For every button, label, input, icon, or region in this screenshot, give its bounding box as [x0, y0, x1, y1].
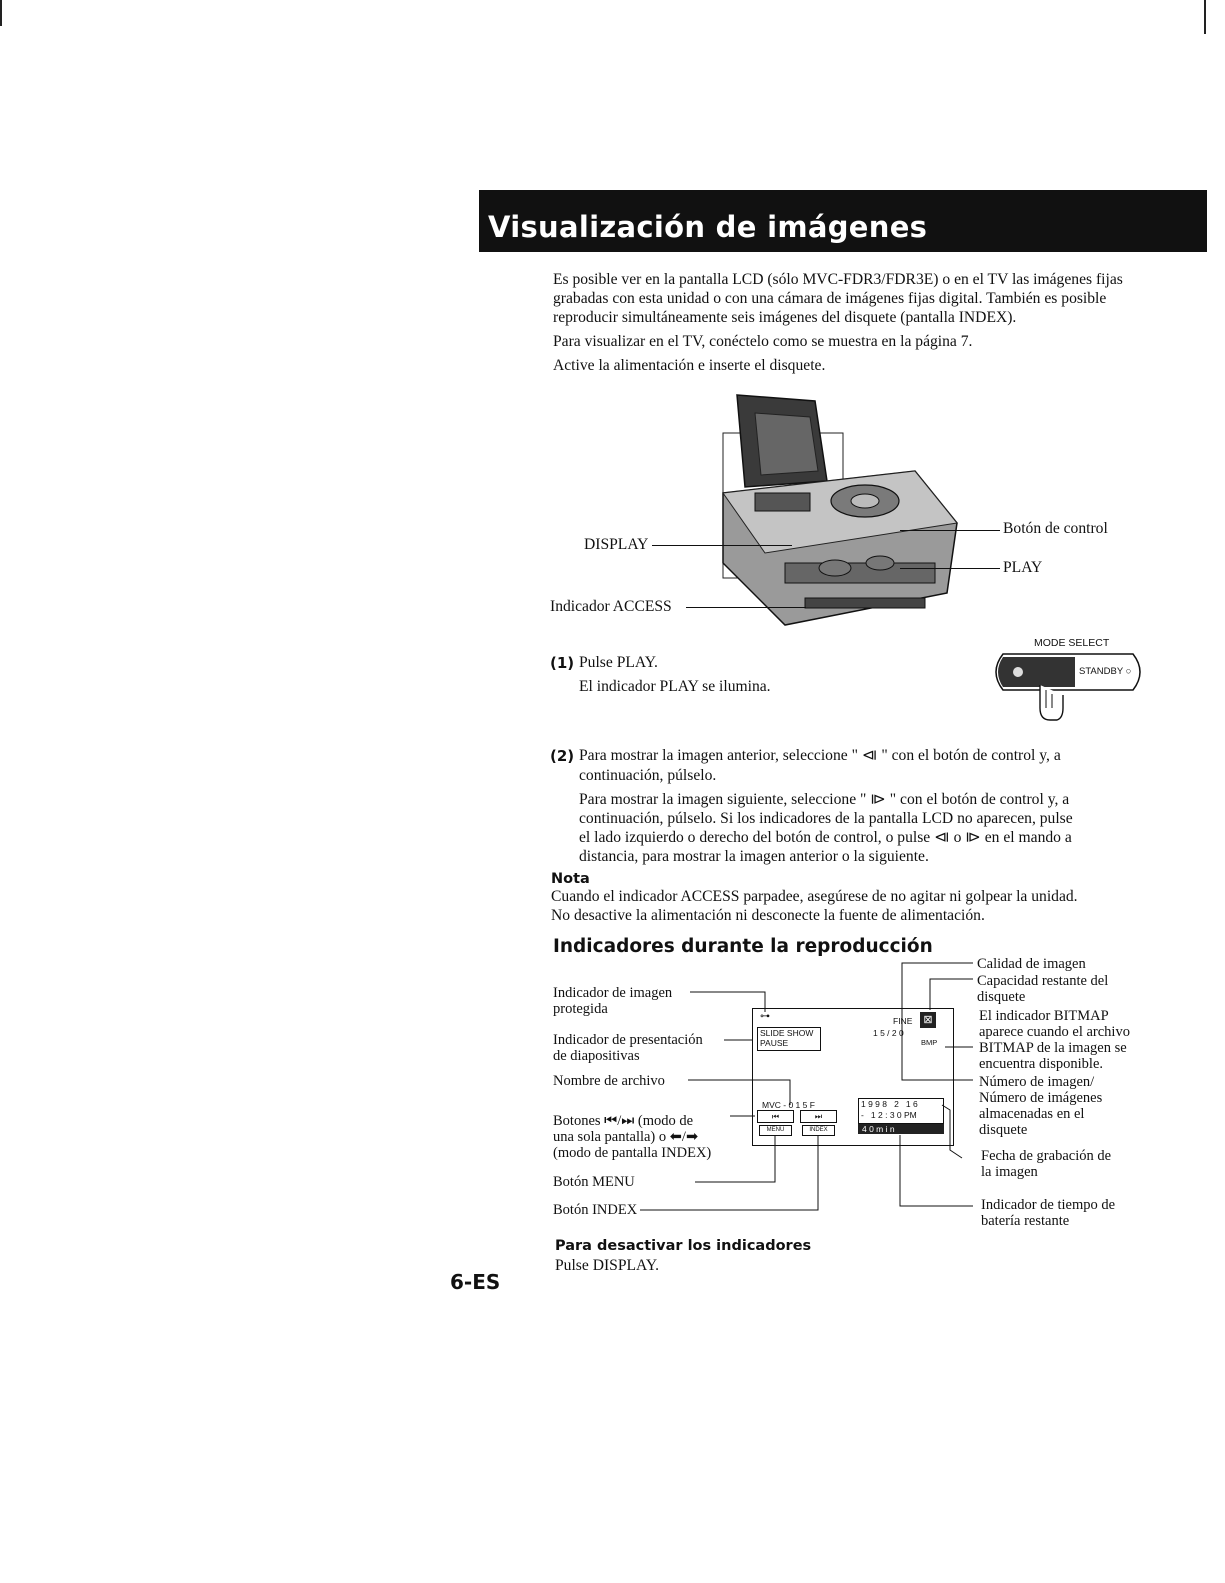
filename-label: Nombre de archivo	[553, 1073, 665, 1089]
battery-label	[981, 1197, 1115, 1229]
label-line: (modo de pantalla INDEX)	[553, 1145, 712, 1161]
label-line: de diapositivas	[553, 1048, 640, 1064]
control-button-label: Botón de control	[1003, 520, 1108, 537]
display-label: DISPLAY	[584, 536, 649, 553]
image-counter: 1 5 / 2 0	[873, 1028, 904, 1038]
file-name: MVC - 0 1 5 F	[762, 1100, 815, 1110]
play-label: PLAY	[1003, 559, 1043, 576]
indicators-heading: Indicadores durante la reproducción	[553, 936, 933, 957]
prev-button-icon[interactable]: ⏮	[757, 1110, 794, 1123]
label-line: Indicador de tiempo de	[981, 1197, 1116, 1213]
quality-label: Calidad de imagen	[977, 956, 1086, 972]
slide-show-text: SLIDE SHOW	[760, 1028, 814, 1038]
label-line: una sola pantalla) o ⬅/➡	[553, 1129, 699, 1145]
intro-paragraph: Es posible ver en la pantalla LCD (sólo MVC-FDR3/FDR3E) o en el TV las imágenes fijas grabadas con esta unidad o con una cámara de imágenes fijas digital. También es posible reproducir simultáneamente seis imágenes del disquete (pantalla INDEX).	[553, 271, 1123, 326]
leader-line	[652, 545, 792, 546]
label-line: Indicador de presentación	[553, 1032, 703, 1048]
label-line: Botones ⏮/⏭ (modo de	[553, 1113, 694, 1129]
intro-paragraph: Para visualizar en el TV, conéctelo como se muestra en la página 7.	[553, 333, 973, 350]
label-line: Número de imagen/	[979, 1074, 1095, 1090]
bmp-indicator: BMP	[921, 1038, 938, 1047]
bitmap-label	[979, 1008, 1130, 1072]
index-button-label: Botón INDEX	[553, 1202, 638, 1218]
date-text: 1 9 9 8 2 1 6	[861, 1099, 918, 1109]
image-number-label	[979, 1074, 1102, 1138]
battery-time-indicator: 4 0 m i n	[858, 1124, 944, 1134]
label-line: Capacidad restante del	[977, 973, 1109, 989]
indicator-leader-lines	[540, 950, 990, 1220]
next-button-icon[interactable]: ⏭	[800, 1110, 837, 1123]
access-label: Indicador ACCESS	[550, 598, 672, 615]
label-line: encuentra disponible.	[979, 1056, 1104, 1072]
leader-line	[686, 607, 806, 608]
label-line: disquete	[977, 989, 1026, 1005]
step-text: continuación, púlselo. Si los indicadores de la pantalla LCD no aparecen, pulse	[579, 810, 1073, 827]
index-button[interactable]: INDEX	[802, 1125, 835, 1136]
intro-paragraph: Active la alimentación e inserte el disquete.	[553, 357, 826, 374]
step-number: (2)	[550, 747, 575, 765]
recording-date-label	[981, 1148, 1111, 1180]
label-line: protegida	[553, 1001, 608, 1017]
deactivate-text: Pulse DISPLAY.	[555, 1257, 659, 1274]
note-text: Cuando el indicador ACCESS parpadee, asegúrese de no agitar ni golpear la unidad.	[551, 888, 1078, 905]
label-line: BITMAP de la imagen se	[979, 1040, 1127, 1056]
menu-button-label: Botón MENU	[553, 1174, 635, 1190]
step-number: (1)	[550, 654, 575, 672]
disk-capacity-icon: ⊠	[920, 1012, 936, 1028]
page-number: 6-ES	[450, 1270, 501, 1294]
deactivate-heading: Para desactivar los indicadores	[555, 1238, 812, 1254]
step-text: continuación, púlselo.	[579, 767, 717, 784]
time-text: - 1 2 : 3 0 PM	[861, 1110, 917, 1120]
protect-key-icon: ⊶	[760, 1011, 770, 1022]
leader-line	[900, 530, 1000, 531]
label-line: la imagen	[981, 1164, 1038, 1180]
label-line: almacenadas en el	[979, 1106, 1085, 1122]
step-subtext: El indicador PLAY se ilumina.	[579, 678, 771, 695]
label-line: El indicador BITMAP	[979, 1008, 1109, 1024]
mode-select-label: MODE SELECT	[1034, 637, 1110, 649]
step-text: Para mostrar la imagen anterior, seleccione " ⧏ " con el botón de control y, a	[579, 747, 1061, 764]
standby-circle-icon: ○	[1125, 666, 1132, 677]
page-edge-left	[0, 0, 2, 26]
label-line: Número de imágenes	[979, 1090, 1103, 1106]
step-text: Pulse PLAY.	[579, 654, 658, 671]
mode-select-switch[interactable]	[985, 650, 1150, 735]
capacity-label	[977, 973, 1108, 1005]
intro	[553, 270, 1173, 380]
step-text: Para mostrar la imagen siguiente, seleccione " ⧐ " con el botón de control y, a	[579, 791, 1070, 808]
step-text: distancia, para mostrar la imagen anterior o la siguiente.	[579, 848, 929, 865]
note-text: No desactive la alimentación ni desconecte la fuente de alimentación.	[551, 907, 985, 924]
camera-device-illustration	[715, 393, 965, 638]
quality-fine: FINE	[893, 1016, 913, 1026]
label-line: aparece cuando el archivo	[979, 1024, 1130, 1040]
page-edge-right	[1204, 0, 1206, 34]
label-line: Fecha de grabación de	[981, 1148, 1112, 1164]
page-title: Visualización de imágenes	[488, 210, 928, 244]
pause-text: PAUSE	[760, 1038, 789, 1048]
label-line: batería restante	[981, 1213, 1070, 1229]
step-text: el lado izquierdo o derecho del botón de control, o pulse ⧏ o ⧐ en el mando a	[579, 829, 1072, 846]
standby-label: STANDBY ○	[1079, 666, 1132, 677]
note-heading: Nota	[551, 871, 590, 887]
menu-button[interactable]: MENU	[759, 1125, 792, 1136]
leader-line	[900, 568, 1000, 569]
label-line: Indicador de imagen	[553, 985, 673, 1001]
label-line: disquete	[979, 1122, 1028, 1138]
